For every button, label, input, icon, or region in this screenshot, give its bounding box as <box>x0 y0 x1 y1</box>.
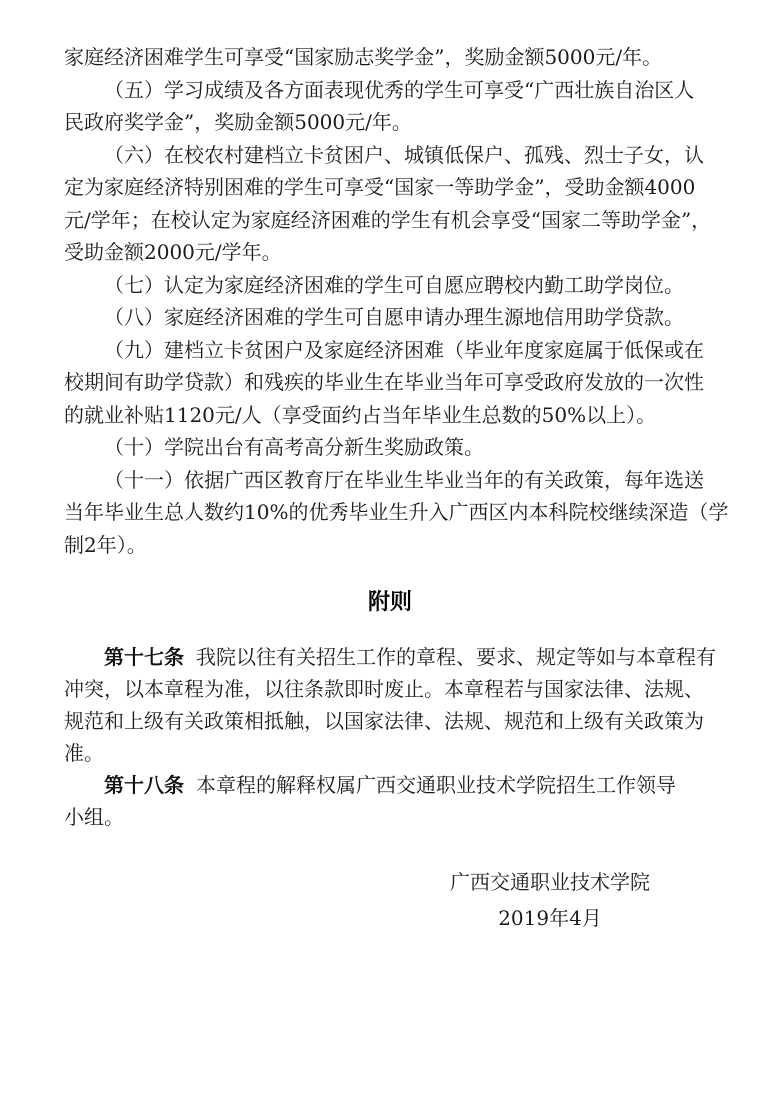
body-line: 受助金额2000元/学年。 <box>64 240 282 264</box>
body-line: 制2年）。 <box>64 532 147 557</box>
body-text-block <box>64 41 729 561</box>
article-18-text: 本章程的解释权属广西交通职业技术学院招生工作领导 <box>196 773 676 797</box>
body-line: 定为家庭经济特别困难的学生可享受“国家一等助学金”，受助金额4000 <box>64 175 696 199</box>
body-line: 民政府奖学金”，奖励金额5000元/年。 <box>64 110 412 134</box>
body-line-item-11: （十一）依据广西区教育厅在毕业生毕业当年的有关政策，每年选送 <box>104 467 704 492</box>
body-line-item-5: （五）学习成绩及各方面表现优秀的学生可享受“广西壮族自治区人 <box>104 77 695 102</box>
article-17-line: 冲突，以本章程为准，以往条款即时废止。本章程若与国家法律、法规、 <box>64 677 704 701</box>
article-17-line: 准。 <box>64 741 104 765</box>
signature-date: 2019年4月 <box>498 906 602 930</box>
afterword-heading: 附则 <box>367 590 412 615</box>
article-17-number: 第十七条 <box>104 645 184 669</box>
body-line: 校期间有助学贷款）和残疾的毕业生在毕业当年可享受政府发放的一次性 <box>64 370 704 394</box>
article-17-line <box>64 641 716 673</box>
signature-block <box>448 864 652 936</box>
body-line-item-8: （八）家庭经济困难的学生可自愿申请办理生源地信用助学贷款。 <box>104 305 684 329</box>
body-line-item-6: （六）在校农村建档立卡贫困户、城镇低保户、孤残、烈士子女，认 <box>104 142 704 167</box>
article-17-line: 规范和上级有关政策相抵触，以国家法律、法规、规范和上级有关政策为 <box>64 709 704 733</box>
body-line-item-7: （七）认定为家庭经济困难的学生可自愿应聘校内勤工助学岗位。 <box>104 272 684 297</box>
body-line: 家庭经济困难学生可享受“国家励志奖学金”，奖励金额5000元/年。 <box>64 45 663 69</box>
afterword-block <box>64 641 716 833</box>
body-line-item-9: （九）建档立卡贫困户及家庭经济困难（毕业年度家庭属于低保或在 <box>104 337 704 362</box>
body-line-item-10: （十）学院出台有高考高分新生奖励政策。 <box>104 435 484 459</box>
article-17-text: 我院以往有关招生工作的章程、要求、规定等如与本章程有 <box>196 645 716 669</box>
article-18-line: 小组。 <box>64 805 124 829</box>
body-line: 元/学年；在校认定为家庭经济困难的学生有机会享受“国家二等助学金”， <box>64 207 712 232</box>
article-18-number: 第十八条 <box>104 773 184 797</box>
body-line: 的就业补贴1120元/人（享受面约占当年毕业生总数的50%以上）。 <box>64 402 657 427</box>
signature-organization: 广西交通职业技术学院 <box>450 870 650 894</box>
body-line: 当年毕业生总人数约10%的优秀毕业生升入广西区内本科院校继续深造（学 <box>64 500 729 524</box>
article-18-line <box>64 769 708 801</box>
